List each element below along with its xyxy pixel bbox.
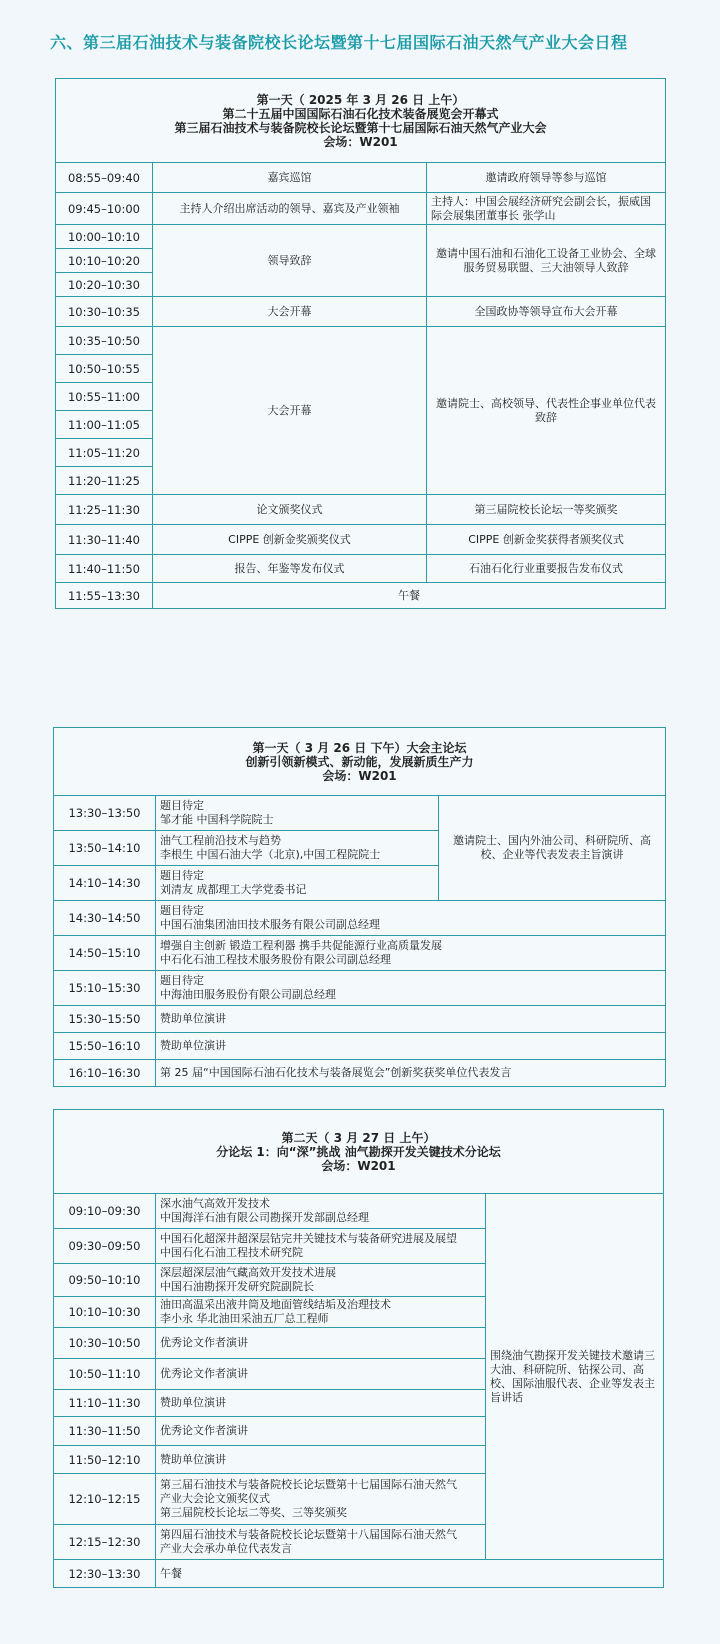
table-header-row [54, 728, 666, 796]
note-cell: 邀请政府领导等参与巡馆 [427, 163, 666, 193]
event-cell: CIPPE 创新金奖颁奖仪式 [153, 525, 427, 555]
header-line: 会场：W201 [322, 768, 397, 783]
time-cell: 15:30–15:50 [54, 1006, 156, 1033]
table-row [54, 1060, 666, 1087]
time-cell: 14:50–15:10 [54, 936, 156, 971]
table-header-row [54, 1110, 664, 1194]
time-cell: 10:30–10:35 [56, 297, 153, 327]
time-cell: 11:10–11:30 [54, 1390, 156, 1417]
speaker-line: 中国海洋石油有限公司勘探开发部副总经理 [160, 1211, 369, 1224]
header-line: 第一天（ 2025 年 3 月 26 日 上午） [256, 92, 465, 107]
table-row [56, 583, 666, 609]
table-row [56, 297, 666, 327]
topic-cell: 优秀论文作者演讲 [156, 1328, 486, 1359]
speaker-line: 中国石油勘探开发研究院副院长 [160, 1280, 314, 1293]
topic-cell [156, 936, 666, 971]
table-header [54, 1110, 664, 1194]
time-cell: 10:10–10:30 [54, 1297, 156, 1328]
topic-cell [156, 1264, 486, 1297]
time-cell: 14:30–14:50 [54, 901, 156, 936]
note-cell: 邀请院士、高校领导、代表性企事业单位代表致辞 [427, 327, 666, 495]
event-cell: 论文颁奖仪式 [153, 495, 427, 525]
time-cell: 10:50–10:55 [56, 355, 153, 383]
schedule-table-day2-morning [53, 1109, 664, 1588]
table-row [54, 1194, 664, 1229]
time-cell: 11:30–11:50 [54, 1417, 156, 1446]
topic-line: 深水油气高效开发技术 [160, 1197, 270, 1210]
table-header [56, 79, 666, 163]
topic-line: 第四届石油技术与装备院校长论坛暨第十八届国际石油天然气 [160, 1528, 457, 1541]
topic-cell: 赞助单位演讲 [156, 1390, 486, 1417]
speaker-line: 李小永 华北油田采油五厂总工程师 [160, 1312, 329, 1325]
table-row [54, 936, 666, 971]
table-row [54, 901, 666, 936]
note-cell: 主持人：中国会展经济研究会副会长，振威国际会展集团董事长 张学山 [427, 193, 666, 225]
table-header-row [56, 79, 666, 163]
table-row [56, 327, 666, 355]
table-row [54, 1006, 666, 1033]
table-header [54, 728, 666, 796]
time-cell: 10:50–11:10 [54, 1359, 156, 1390]
speaker-line: 中国石油集团油田技术服务有限公司副总经理 [160, 918, 380, 931]
topic-cell: 第 25 届“中国国际石油石化技术与装备展览会”创新奖获奖单位代表发言 [156, 1060, 666, 1087]
time-cell: 10:10–10:20 [56, 249, 153, 273]
header-line: 会场：W201 [321, 1158, 396, 1173]
topic-line: 深层超深层油气藏高效开发技术进展 [160, 1266, 336, 1279]
topic-line: 题目待定 [160, 799, 204, 812]
table-row [56, 525, 666, 555]
header-line: 会场：W201 [323, 134, 398, 149]
schedule-table-day1-morning [55, 78, 666, 609]
topic-cell [156, 901, 666, 936]
event-cell: 午餐 [153, 583, 666, 609]
time-cell: 15:10–15:30 [54, 971, 156, 1006]
event-cell: 嘉宾巡馆 [153, 163, 427, 193]
time-cell: 12:15–12:30 [54, 1525, 156, 1560]
topic-cell [156, 1525, 486, 1560]
topic-line: 题目待定 [160, 869, 204, 882]
topic-cell [156, 831, 439, 866]
speaker-line: 中海油田服务股份有限公司副总经理 [160, 988, 336, 1001]
table-row [54, 1560, 664, 1588]
note-cell: 全国政协等领导宣布大会开幕 [427, 297, 666, 327]
topic-cell [156, 971, 666, 1006]
time-cell: 10:55–11:00 [56, 383, 153, 411]
topic-line: 增强自主创新 锻造工程利器 携手共促能源行业高质量发展 [160, 939, 442, 952]
time-cell: 12:30–13:30 [54, 1560, 156, 1588]
event-cell: 大会开幕 [153, 327, 427, 495]
topic-cell: 赞助单位演讲 [156, 1446, 486, 1474]
note-cell: 邀请中国石油和石油化工设备工业协会、全球服务贸易联盟、三大油领导人致辞 [427, 225, 666, 297]
header-line: 第二天（ 3 月 27 日 上午） [281, 1130, 436, 1145]
note-cell: CIPPE 创新金奖获得者颁奖仪式 [427, 525, 666, 555]
topic-line: 产业大会论文颁奖仪式 [160, 1492, 270, 1505]
topic-cell [156, 1229, 486, 1264]
time-cell: 10:20–10:30 [56, 273, 153, 297]
table-row [56, 225, 666, 249]
time-cell: 09:10–09:30 [54, 1194, 156, 1229]
table-row [56, 495, 666, 525]
note-cell: 邀请院士、国内外油公司、科研院所、高校、企业等代表发表主旨演讲 [439, 796, 666, 901]
event-cell: 主持人介绍出席活动的领导、嘉宾及产业领袖 [153, 193, 427, 225]
topic-cell: 赞助单位演讲 [156, 1033, 666, 1060]
topic-line: 中国石化超深井超深层钻完井关键技术与装备研究进展及展望 [160, 1232, 457, 1245]
table-row [56, 555, 666, 583]
time-cell: 09:45–10:00 [56, 193, 153, 225]
time-cell: 09:30–09:50 [54, 1229, 156, 1264]
speaker-line: 李根生 中国石油大学（北京),中国工程院院士 [160, 848, 381, 861]
table-row [54, 796, 666, 831]
speaker-line: 邹才能 中国科学院院士 [160, 813, 274, 826]
speaker-line: 中国石化石油工程技术研究院 [160, 1246, 303, 1259]
topic-line: 第三届院校长论坛二等奖、三等奖颁奖 [160, 1506, 347, 1519]
time-cell: 14:10–14:30 [54, 866, 156, 901]
topic-cell: 赞助单位演讲 [156, 1006, 666, 1033]
event-cell: 大会开幕 [153, 297, 427, 327]
table-row [56, 193, 666, 225]
topic-cell: 午餐 [156, 1560, 664, 1588]
time-cell: 10:35–10:50 [56, 327, 153, 355]
time-cell: 08:55–09:40 [56, 163, 153, 193]
header-line: 分论坛 1：向“深”挑战 油气勘探开发关键技术分论坛 [216, 1144, 501, 1159]
note-cell: 围绕油气勘探开发关键技术邀请三大油、科研院所、钻探公司、高校、国际油服代表、企业等发表主旨讲话 [486, 1194, 664, 1560]
time-cell: 11:20–11:25 [56, 467, 153, 495]
topic-cell [156, 1194, 486, 1229]
time-cell: 13:50–14:10 [54, 831, 156, 866]
event-cell: 报告、年鉴等发布仪式 [153, 555, 427, 583]
table-row [56, 163, 666, 193]
time-cell: 12:10–12:15 [54, 1474, 156, 1525]
topic-cell [156, 866, 439, 901]
time-cell: 16:10–16:30 [54, 1060, 156, 1087]
topic-cell: 优秀论文作者演讲 [156, 1359, 486, 1390]
time-cell: 11:00–11:05 [56, 411, 153, 439]
table-row [54, 1033, 666, 1060]
page-title: 六、第三届石油技术与装备院校长论坛暨第十七届国际石油天然气产业大会日程 [50, 33, 628, 52]
time-cell: 11:40–11:50 [56, 555, 153, 583]
note-cell: 第三届院校长论坛一等奖颁奖 [427, 495, 666, 525]
time-cell: 11:25–11:30 [56, 495, 153, 525]
time-cell: 11:55–13:30 [56, 583, 153, 609]
table-row [54, 971, 666, 1006]
time-cell: 10:00–10:10 [56, 225, 153, 249]
header-line: 创新引领新模式、新动能，发展新质生产力 [245, 754, 474, 769]
time-cell: 11:05–11:20 [56, 439, 153, 467]
speaker-line: 刘清友 成都理工大学党委书记 [160, 883, 307, 896]
topic-line: 题目待定 [160, 974, 204, 987]
topic-cell [156, 796, 439, 831]
topic-line: 题目待定 [160, 904, 204, 917]
time-cell: 09:50–10:10 [54, 1264, 156, 1297]
time-cell: 11:30–11:40 [56, 525, 153, 555]
time-cell: 15:50–16:10 [54, 1033, 156, 1060]
header-line: 第二十五届中国国际石油石化技术装备展览会开幕式 [222, 106, 499, 121]
time-cell: 13:30–13:50 [54, 796, 156, 831]
topic-line: 油田高温采出液井筒及地面管线结垢及治理技术 [160, 1298, 391, 1311]
topic-line: 产业大会承办单位代表发言 [160, 1542, 292, 1555]
topic-line: 油气工程前沿技术与趋势 [160, 834, 281, 847]
time-cell: 11:50–12:10 [54, 1446, 156, 1474]
event-cell: 领导致辞 [153, 225, 427, 297]
schedule-table-day1-afternoon [53, 727, 666, 1087]
topic-cell [156, 1297, 486, 1328]
topic-cell: 优秀论文作者演讲 [156, 1417, 486, 1446]
time-cell: 10:30–10:50 [54, 1328, 156, 1359]
header-line: 第三届石油技术与装备院校长论坛暨第十七届国际石油天然气产业大会 [174, 120, 547, 135]
note-cell: 石油石化行业重要报告发布仪式 [427, 555, 666, 583]
topic-line: 第三届石油技术与装备院校长论坛暨第十七届国际石油天然气 [160, 1478, 457, 1491]
header-line: 第一天（ 3 月 26 日 下午）大会主论坛 [252, 740, 467, 755]
speaker-line: 中石化石油工程技术服务股份有限公司副总经理 [160, 953, 391, 966]
topic-cell [156, 1474, 486, 1525]
